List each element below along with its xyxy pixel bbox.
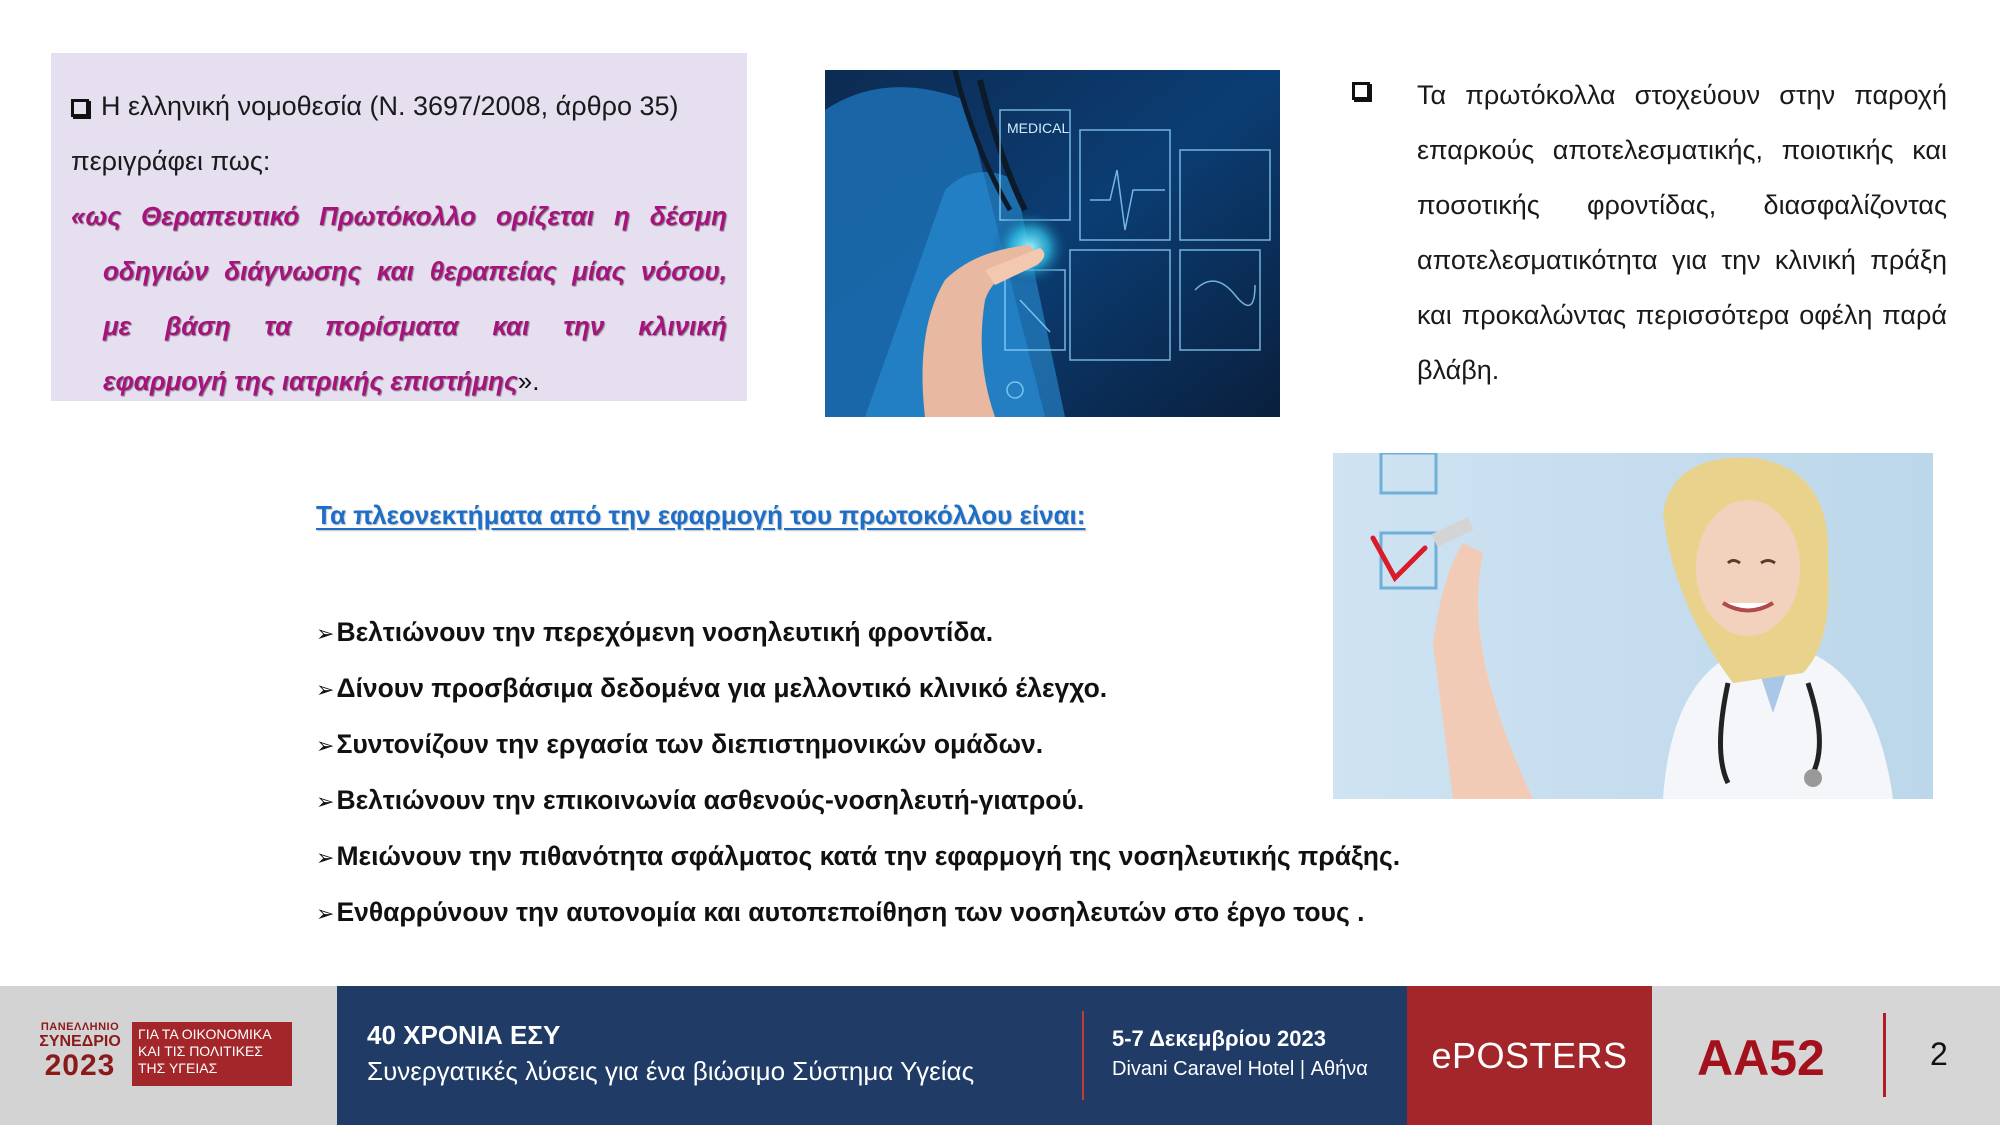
arrow-bullet-icon: ➢ xyxy=(316,621,335,646)
banner-divider xyxy=(1082,1011,1084,1100)
conference-logo xyxy=(0,986,337,1125)
quote-line-1: «ως Θεραπευτικό Πρωτόκολλο ορίζεται η δέσμη xyxy=(71,201,727,231)
medical-label: MEDICAL xyxy=(1007,120,1070,136)
arrow-bullet-icon: ➢ xyxy=(316,901,335,926)
definition-line-2: περιγράφει πως: xyxy=(71,146,271,176)
arrow-bullet-icon: ➢ xyxy=(316,733,335,758)
quote-line-3: με βάση τα πορίσματα και την κλινική xyxy=(103,311,727,341)
medical-interface-image xyxy=(825,70,1280,417)
conference-dates: 5-7 Δεκεμβρίου 2023 xyxy=(1112,1026,1326,1051)
banner-title: 40 ΧΡΟΝΙΑ ΕΣΥ xyxy=(367,1020,561,1050)
logo-subtitle: ΓΙΑ ΤΑ ΟΙΚΟΝΟΜΙΚΑ ΚΑΙ ΤΙΣ ΠΟΛΙΤΙΚΕΣ ΤΗΣ ΥΓΕΙΑΣ xyxy=(132,1022,292,1086)
list-item: ➢Βελτιώνουν την περεχόμενη νοσηλευτική φροντίδα. xyxy=(316,617,994,647)
banner-subtitle: Συνεργατικές λύσεις για ένα βιώσιμο Σύστημα Υγείας xyxy=(367,1056,975,1086)
advantages-title: Τα πλεονεκτήματα από την εφαρμογή του πρωτοκόλλου είναι: xyxy=(316,500,1086,530)
page-number: 2 xyxy=(1930,1036,1948,1072)
conference-venue: Divani Caravel Hotel | Αθήνα xyxy=(1112,1058,1368,1080)
arrow-bullet-icon: ➢ xyxy=(316,677,335,702)
conference-banner xyxy=(337,986,1407,1125)
checkbox-bullet-icon xyxy=(71,99,89,117)
checkbox-bullet-icon xyxy=(1352,82,1370,100)
list-item: ➢Μειώνουν την πιθανότητα σφάλματος κατά την εφαρμογή της νοσηλευτικής πράξης. xyxy=(316,841,1401,871)
quote-line-2: οδηγιών διάγνωσης και θεραπείας μίας νόσου, xyxy=(103,256,727,286)
list-item: ➢Βελτιώνουν την επικοινωνία ασθενούς-νοσηλευτή-γιατρού. xyxy=(316,785,1085,815)
definition-box xyxy=(51,53,747,401)
protocol-goals-paragraph: Τα πρωτόκολλα στοχεύουν στην παροχή επαρκούς αποτελεσματικής, ποιοτικής και ποσοτικής φροντίδας, διασφαλίζοντας αποτελεσματικότητα για την κλινική πράξη και προκαλώντας περισσότερα οφέλη παρά βλάβη. xyxy=(1352,68,1947,398)
logo-title: ΠΑΝΕΛΛΗΝΙΟ ΣΥΝΕΔΡΙΟ 2023 xyxy=(39,1021,121,1082)
footer-divider xyxy=(1883,1013,1886,1097)
arrow-bullet-icon: ➢ xyxy=(316,845,335,870)
list-item: ➢Συντονίζουν την εργασία των διεπιστημονικών ομάδων. xyxy=(316,729,1044,759)
list-item: ➢Δίνουν προσβάσιμα δεδομένα για μελλοντικό κλινικό έλεγχο. xyxy=(316,673,1108,703)
definition-quote xyxy=(71,189,727,409)
eposters-label: ePOSTERS xyxy=(1407,986,1652,1125)
advantages-list xyxy=(316,605,1400,941)
quote-line-4: εφαρμογή της ιατρικής επιστήμης». xyxy=(103,366,540,396)
list-item: ➢Ενθαρρύνουν την αυτονομία και αυτοπεποίθηση των νοσηλευτών στο έργο τους . xyxy=(316,897,1365,927)
doctor-checklist-image xyxy=(1333,453,1933,799)
arrow-bullet-icon: ➢ xyxy=(316,789,335,814)
definition-line-1: Η ελληνική νομοθεσία (Ν. 3697/2008, άρθρο 35) xyxy=(71,79,727,134)
footer-banner xyxy=(0,986,2000,1125)
poster-code: AA52 xyxy=(1697,1030,1825,1086)
